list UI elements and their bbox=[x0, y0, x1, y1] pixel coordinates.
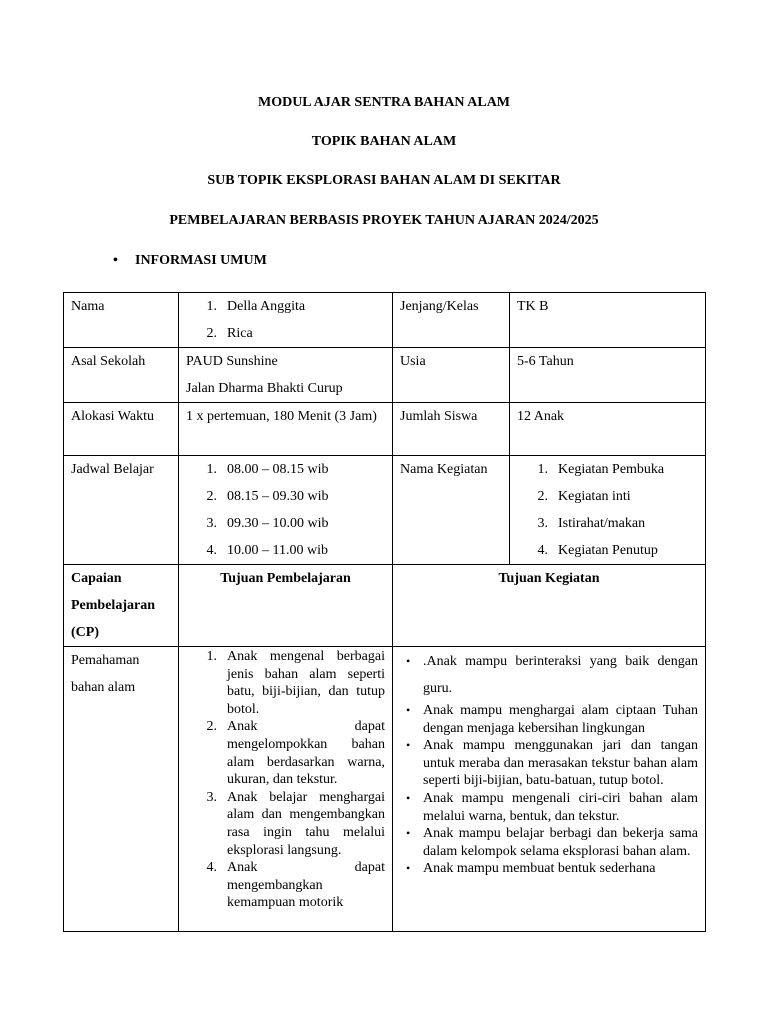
nama-cell bbox=[179, 293, 393, 348]
tp-header: Tujuan Pembelajaran bbox=[179, 565, 393, 647]
module-title: MODUL AJAR SENTRA BAHAN ALAM bbox=[257, 95, 511, 110]
tp-cell bbox=[179, 647, 393, 932]
list-item: • Anak mampu belajar berbagi dan bekerja sama dalam kelompok selama eksplorasi bahan alam. bbox=[406, 826, 698, 859]
topic-title: TOPIK BAHAN ALAM bbox=[311, 134, 457, 149]
cp-header: Capaian Pembelajaran (CP) bbox=[64, 565, 179, 647]
school-address: Jalan Dharma Bhakti Curup bbox=[186, 381, 343, 396]
table-row-jadwal bbox=[64, 456, 706, 565]
nama-list bbox=[186, 293, 385, 347]
table-row-asal bbox=[64, 348, 706, 403]
learning-title: PEMBELAJARAN BERBASIS PROYEK TAHUN AJARAN 2024/2025 bbox=[169, 213, 599, 228]
list-item: 4. 10.00 – 11.00 wib bbox=[206, 543, 328, 558]
table-row-goals-header bbox=[64, 565, 706, 647]
table-row-nama bbox=[64, 293, 706, 348]
usia-label: Usia bbox=[393, 348, 510, 403]
kegiatan-cell bbox=[510, 456, 706, 565]
jenjang-label: Jenjang/Kelas bbox=[393, 293, 510, 348]
school-name: PAUD Sunshine bbox=[186, 354, 278, 369]
list-item: 2. Kegiatan inti bbox=[537, 489, 631, 504]
tk-list bbox=[400, 648, 698, 878]
subtopic-title: SUB TOPIK EKSPLORASI BAHAN ALAM DI SEKITAR bbox=[207, 173, 561, 188]
usia-value: 5-6 Tahun bbox=[510, 348, 706, 403]
list-item: 3. Anak belajar menghargai alam dan mengembangkan rasa ingin tahu melalui eksplorasi langsung. bbox=[206, 789, 385, 858]
list-item: 2. 08.15 – 09.30 wib bbox=[206, 489, 329, 504]
list-item: 4. Anak dapat mengembangkan kemampuan motorik bbox=[206, 860, 385, 911]
list-item: 1. Anak mengenal berbagai jenis bahan alam seperti batu, biji-bijian, dan tutup botol. bbox=[206, 649, 385, 717]
tk-header: Tujuan Kegiatan bbox=[393, 565, 706, 647]
table-row-alokasi bbox=[64, 403, 706, 456]
list-item: 1. Della Anggita bbox=[206, 299, 306, 314]
cp-value: Pemahaman bahan alam bbox=[64, 647, 179, 932]
list-item: 1. Kegiatan Pembuka bbox=[537, 462, 665, 477]
list-item: • Anak mampu mengenali ciri-ciri bahan alam melalui warna, bentuk, dan tekstur. bbox=[406, 790, 698, 824]
list-item: 1. 08.00 – 08.15 wib bbox=[206, 462, 329, 477]
jenjang-value: TK B bbox=[510, 293, 706, 348]
tp-list bbox=[186, 648, 385, 912]
list-item: 2. Anak dapat mengelompokkan bahan alam berdasarkan warna, ukuran, dan tekstur. bbox=[206, 719, 385, 788]
module-table bbox=[63, 292, 706, 932]
jadwal-cell bbox=[179, 456, 393, 565]
section-informasi-umum bbox=[113, 252, 267, 270]
kegiatan-list bbox=[517, 456, 698, 564]
list-item: 4. Kegiatan Penutup bbox=[537, 543, 658, 558]
bullet-icon: • bbox=[113, 253, 118, 268]
asal-cell bbox=[179, 348, 393, 403]
jadwal-label: Jadwal Belajar bbox=[64, 456, 179, 565]
nama-label: Nama bbox=[64, 293, 179, 348]
list-item: • Anak mampu menggunakan jari dan tangan untuk meraba dan merasakan tekstur bahan alam seperti biji-bijian, batu-batuan, tutup botol. bbox=[406, 738, 698, 789]
list-item: • .Anak mampu berinteraksi yang baik dengan guru. bbox=[406, 654, 698, 696]
jadwal-list bbox=[186, 456, 385, 564]
list-item: • Anak mampu membuat bentuk sederhana bbox=[406, 861, 656, 877]
list-item: 2. Rica bbox=[206, 326, 253, 341]
alokasi-value: 1 x pertemuan, 180 Menit (3 Jam) bbox=[179, 403, 393, 456]
section-title: INFORMASI UMUM bbox=[135, 253, 267, 268]
table-row-goals-content bbox=[64, 647, 706, 932]
list-item: • Anak mampu menghargai alam ciptaan Tuhan dengan menjaga kebersihan lingkungan bbox=[406, 703, 698, 736]
alokasi-label: Alokasi Waktu bbox=[64, 403, 179, 456]
list-item: 3. 09.30 – 10.00 wib bbox=[206, 516, 329, 531]
tk-cell bbox=[393, 647, 706, 932]
asal-label: Asal Sekolah bbox=[64, 348, 179, 403]
jumlah-value: 12 Anak bbox=[510, 403, 706, 456]
kegiatan-label: Nama Kegiatan bbox=[393, 456, 510, 565]
list-item: 3. Istirahat/makan bbox=[537, 516, 646, 531]
jumlah-label: Jumlah Siswa bbox=[393, 403, 510, 456]
